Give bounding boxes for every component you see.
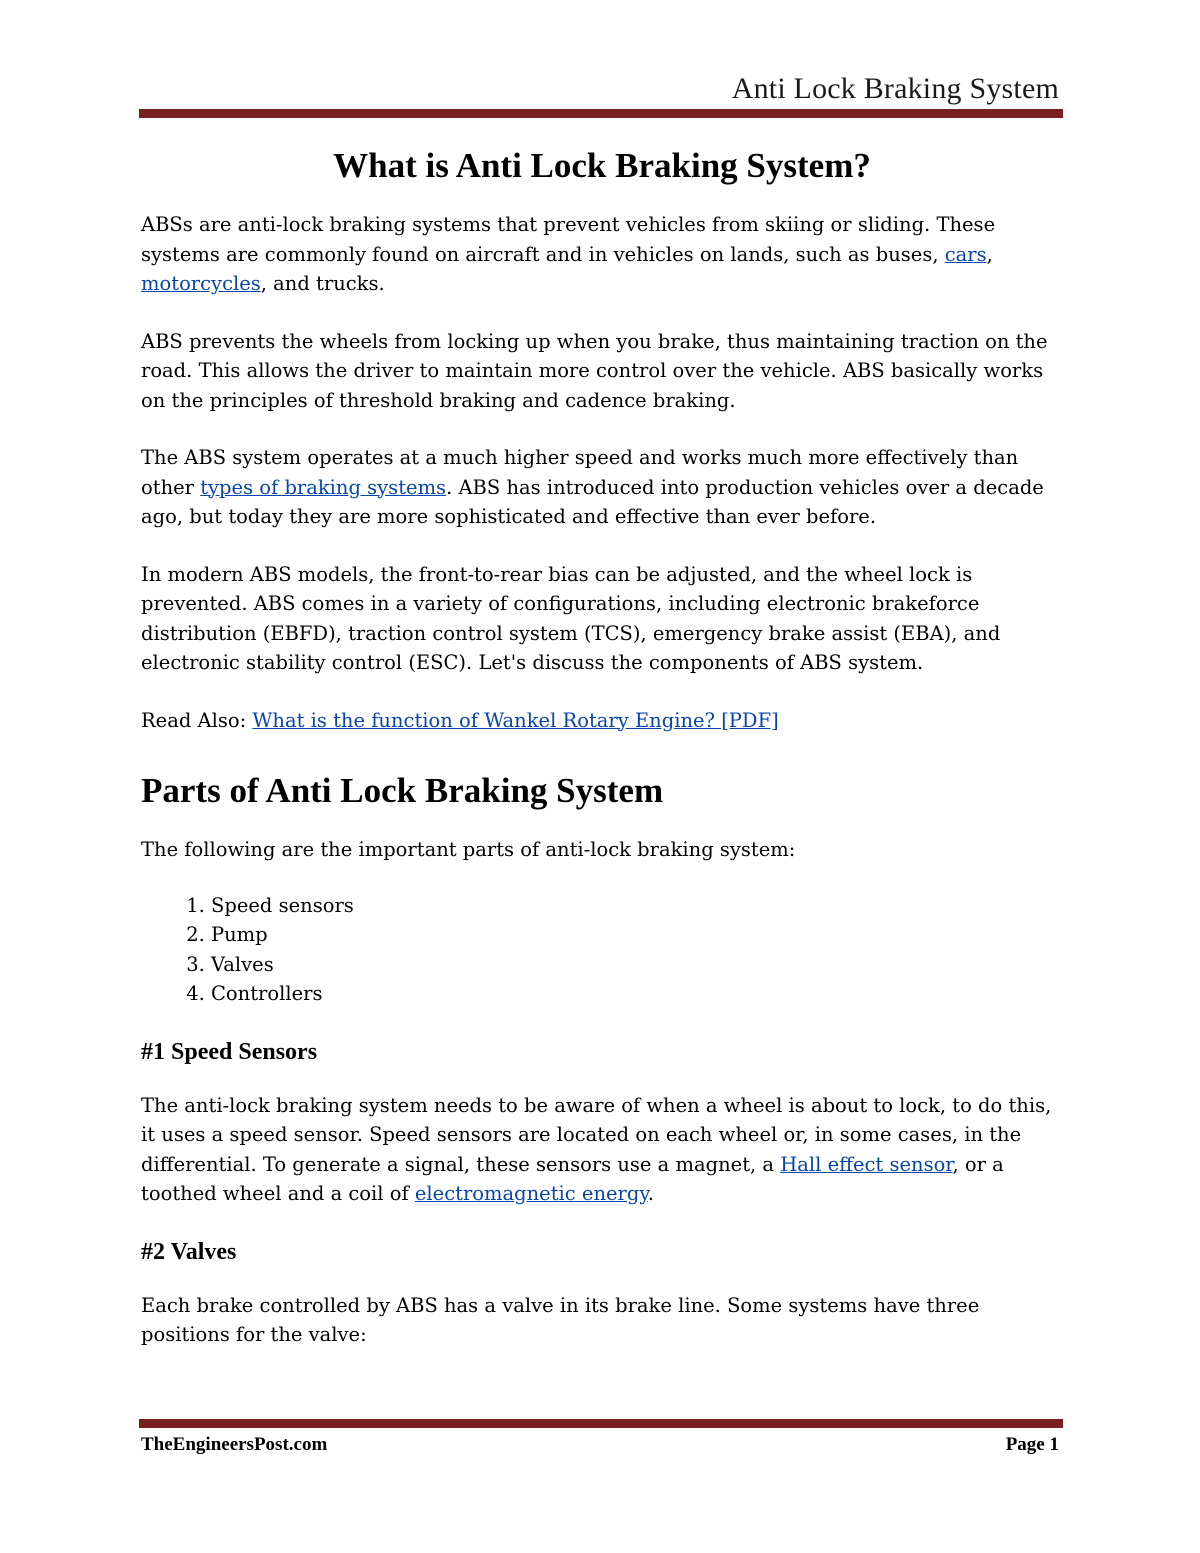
read-also bbox=[141, 706, 1063, 736]
hall-effect-link[interactable]: Hall effect sensor bbox=[780, 1152, 953, 1176]
cars-link[interactable]: cars bbox=[944, 242, 987, 266]
valves-paragraph: Each brake controlled by ABS has a valve in its brake line. Some systems have three positions for the valve: bbox=[141, 1293, 980, 1346]
list-item: 4. Controllers bbox=[211, 979, 1063, 1009]
list-item: 3. Valves bbox=[211, 950, 1063, 980]
motorcycles-link[interactable]: motorcycles bbox=[141, 272, 261, 295]
wankel-engine-link[interactable]: What is the function of Wankel Rotary Engine? [PDF] bbox=[252, 708, 779, 732]
parts-lead: The following are the important parts of anti-lock braking system: bbox=[141, 838, 796, 861]
intro-paragraph-2: ABS prevents the wheels from locking up when you brake, thus maintaining traction on the road. This allows the driver to maintain more control over the vehicle. ABS basically works on the principles of threshold braking and cadence braking. bbox=[141, 329, 1048, 412]
valves-heading: #2 Valves bbox=[141, 1238, 237, 1265]
intro-paragraph-4: In modern ABS models, the front-to-rear bias can be adjusted, and the wheel lock is prevented. ABS comes in a variety of configurations, including electronic brakeforce distribution (EBFD), traction control system (TCS), emergency brake assist (EBA), and electronic stability control (ESC). Let's discuss the components of ABS system. bbox=[141, 562, 1001, 674]
running-header: Anti Lock Braking System bbox=[731, 72, 1059, 105]
list-item: 2. Pump bbox=[211, 920, 1063, 950]
electromagnetic-energy-link[interactable]: electromagnetic energy bbox=[414, 1182, 648, 1205]
read-also-label: Read Also: bbox=[141, 708, 253, 732]
intro-text-b: , bbox=[986, 242, 993, 266]
intro-text-a: ABSs are anti-lock braking systems that prevent vehicles from skiing or sliding. These systems are commonly found on aircraft and in vehicles on lands, such as buses, bbox=[141, 213, 996, 266]
intro-text-c: , and trucks. bbox=[260, 272, 385, 295]
intro-paragraph-1 bbox=[141, 210, 1063, 299]
page-title: What is Anti Lock Braking System? bbox=[333, 146, 871, 185]
intro-paragraph-3 bbox=[141, 443, 1063, 532]
ss-text-b: , or a toothed wheel and a coil of bbox=[141, 1152, 1004, 1205]
list-item: 1. Speed sensors bbox=[211, 891, 1063, 921]
ss-text-a: The anti-lock braking system needs to be aware of when a wheel is about to lock, to do this, it uses a speed sensor. Speed sensors are located on each wheel or, in some cases, in the differential. To generate a signal, these sensors use a magnet, a bbox=[141, 1093, 1052, 1176]
footer-rule bbox=[139, 1419, 1063, 1428]
braking-systems-link[interactable]: types of braking systems bbox=[200, 475, 447, 499]
p3-text-b: . ABS has introduced into production vehicles over a decade ago, but today they are more sophisticated and effective than ever before. bbox=[141, 475, 1044, 528]
parts-list bbox=[141, 891, 1063, 1009]
speed-sensors-paragraph bbox=[141, 1091, 1063, 1209]
ss-text-c: . bbox=[647, 1182, 654, 1205]
p3-text-a: The ABS system operates at a much higher speed and works much more effectively than other bbox=[141, 446, 1019, 499]
parts-heading: Parts of Anti Lock Braking System bbox=[141, 771, 664, 810]
speed-sensors-heading: #1 Speed Sensors bbox=[141, 1038, 318, 1065]
footer-page-number: Page 1 bbox=[1005, 1434, 1059, 1455]
page-content bbox=[141, 140, 1063, 1378]
header-rule bbox=[139, 109, 1063, 118]
footer-site: TheEngineersPost.com bbox=[141, 1434, 328, 1455]
